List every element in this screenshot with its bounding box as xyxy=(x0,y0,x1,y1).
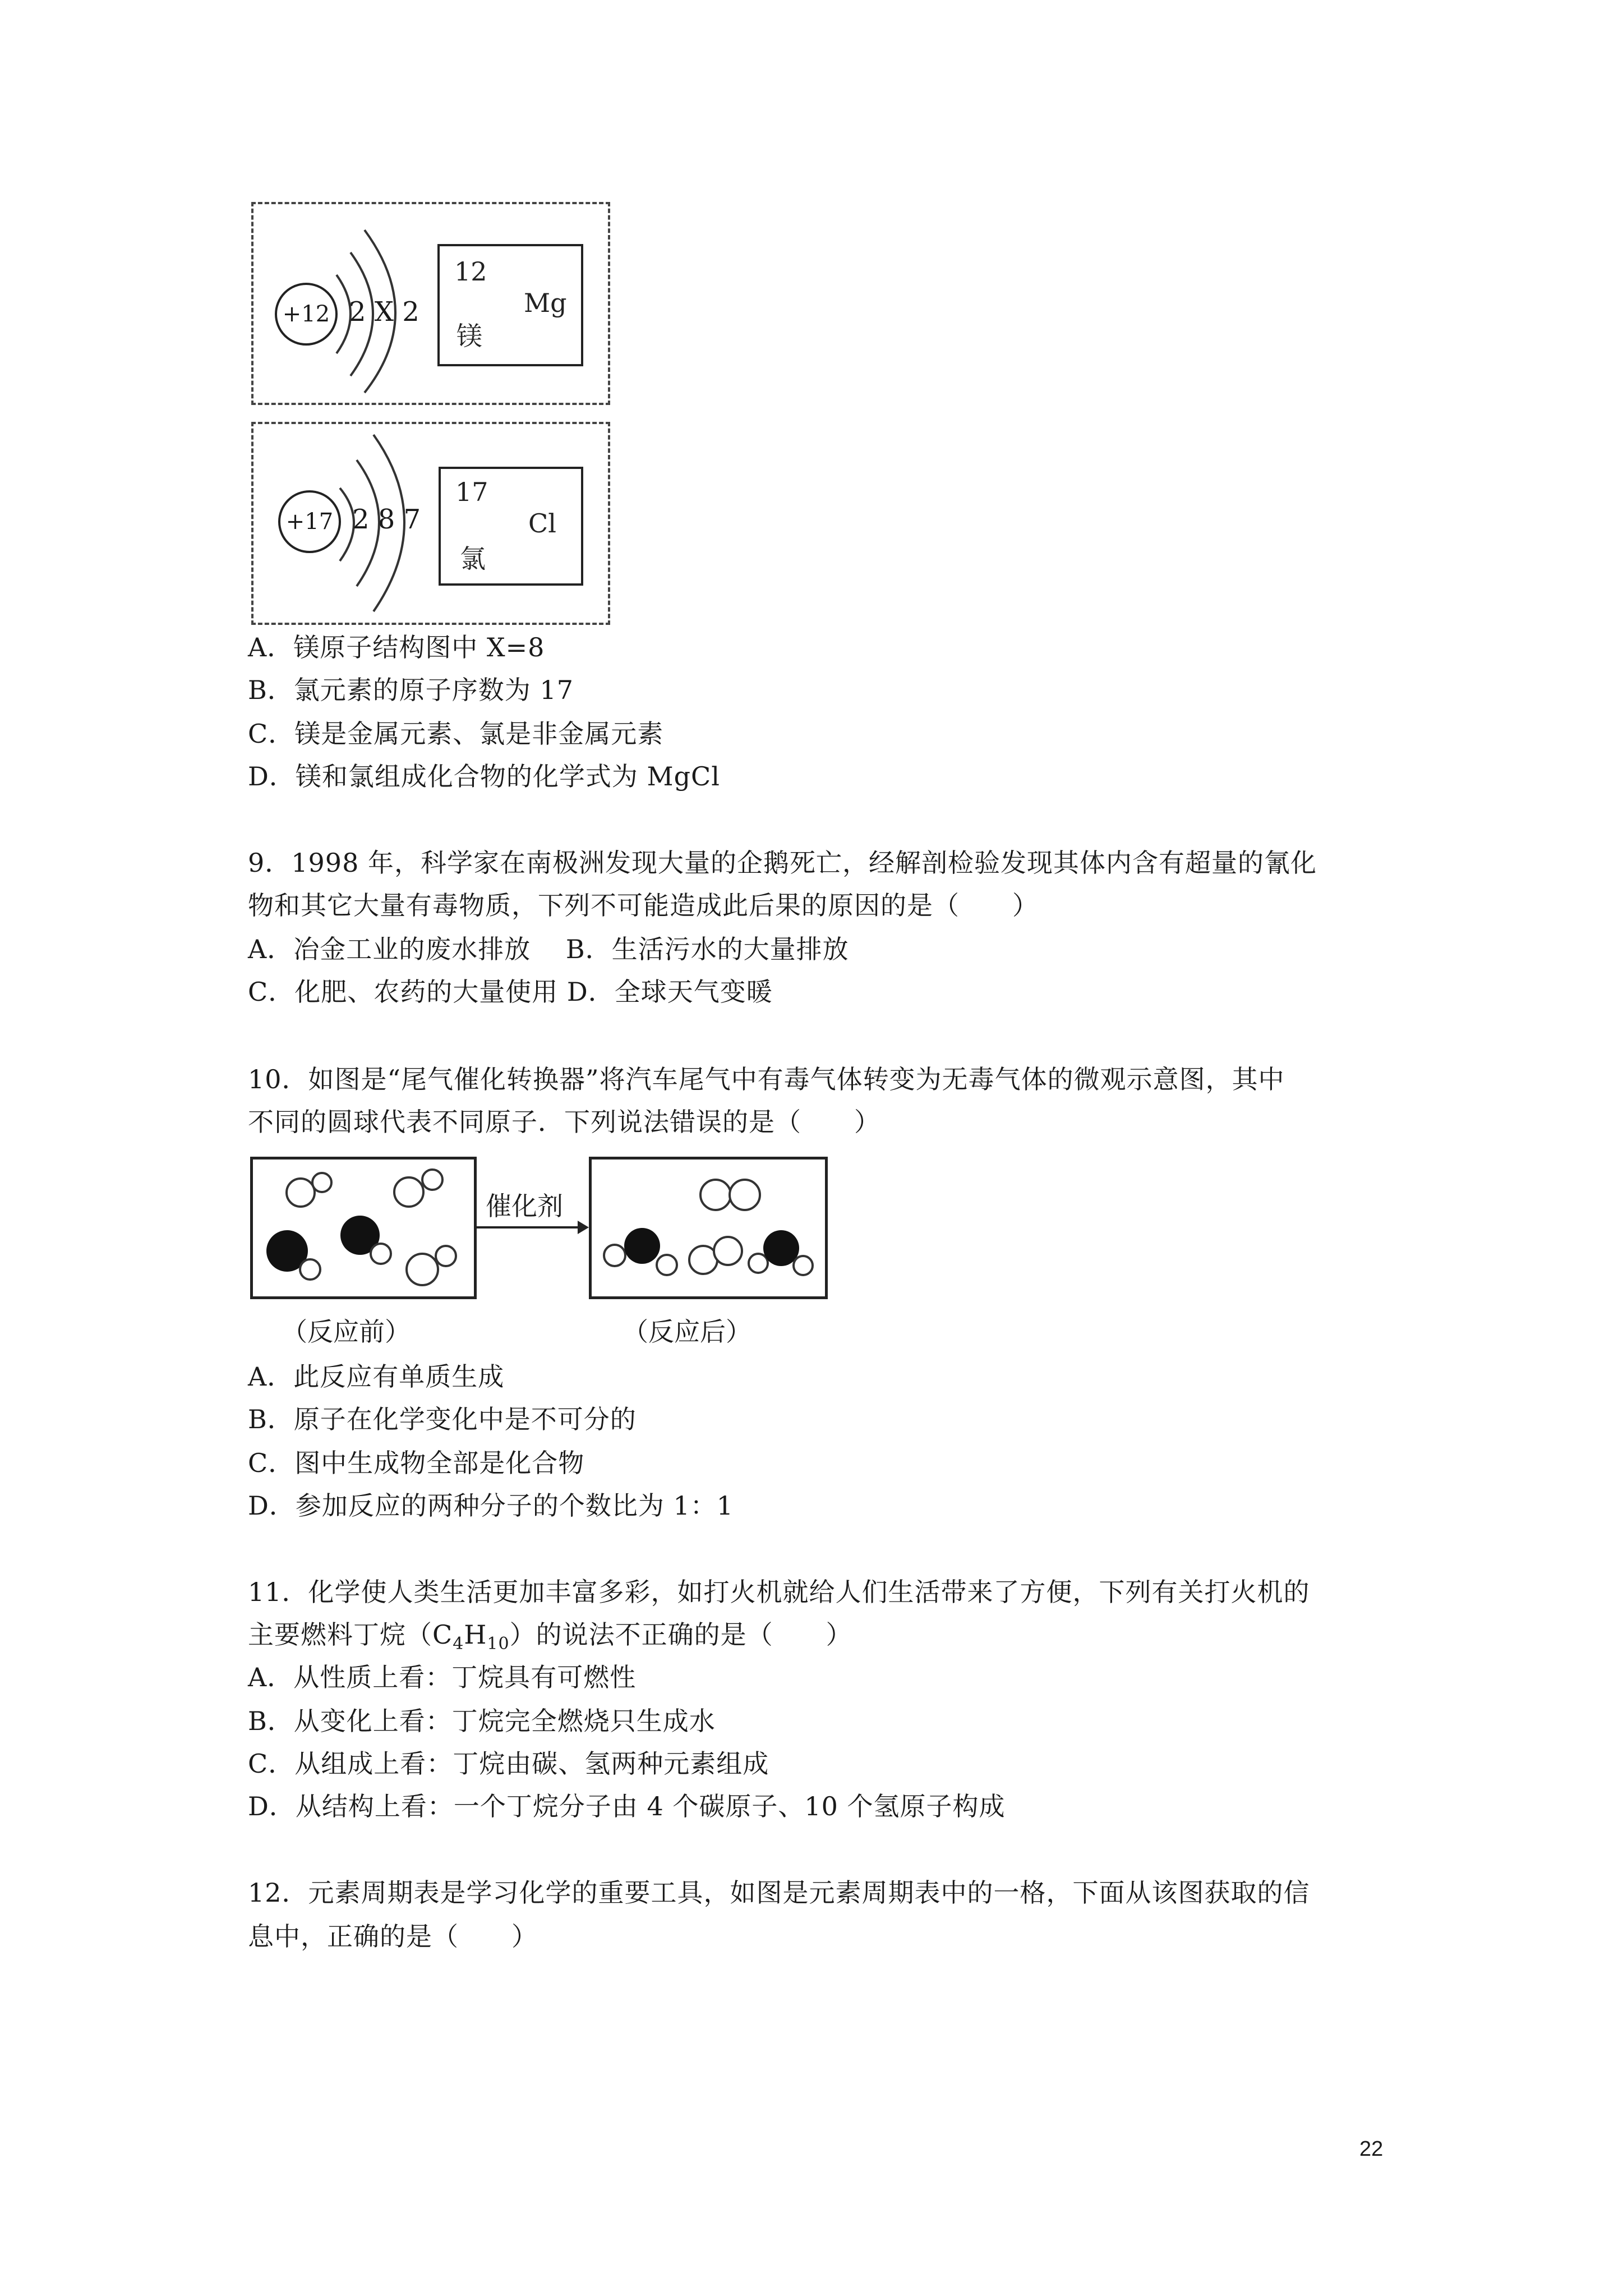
q11-stem-line2 xyxy=(248,1618,852,1661)
cl-nucleus: +17 xyxy=(278,490,341,553)
mg-shell-numbers: 2 X 2 xyxy=(349,296,419,328)
reaction-after-box xyxy=(589,1157,828,1299)
q9-options-line2: C．化肥、农药的大量使用 D．全球天气变暖 xyxy=(248,977,773,1007)
q9-stem-line1: 9．1998 年，科学家在南极洲发现大量的企鹅死亡，经解剖检验发现其体内含有超量的氰化 xyxy=(248,848,1317,878)
q11-option-c: C．从组成上看：丁烷由碳、氢两种元素组成 xyxy=(248,1749,769,1779)
q10-stem-line2: 不同的圆球代表不同原子．下列说法错误的是（ ） xyxy=(248,1107,880,1137)
before-label: （反应前） xyxy=(282,1317,411,1347)
q11-stem-line1: 11．化学使人类生活更加丰富多彩，如打火机就给人们生活带来了方便，下列有关打火机的 xyxy=(248,1577,1310,1607)
after-label: （反应后） xyxy=(623,1317,751,1347)
cl-atomic-number: 17 xyxy=(455,477,488,507)
mg-nucleus: +12 xyxy=(275,283,338,346)
q8-option-b: B．氯元素的原子序数为 17 xyxy=(248,675,574,705)
q10-option-a: A．此反应有单质生成 xyxy=(248,1361,505,1392)
q9-stem-line2: 物和其它大量有毒物质，下列不可能造成此后果的原因的是（ ） xyxy=(248,890,1039,921)
q11-stem-post: ）的说法不正确的是（ ） xyxy=(509,1619,852,1650)
catalyst-label: 催化剂 xyxy=(486,1191,563,1221)
reaction-arrow xyxy=(477,1216,589,1239)
q11-stem-pre: 主要燃料丁烷（C xyxy=(248,1619,453,1650)
white-atom xyxy=(311,1172,333,1193)
white-atom xyxy=(792,1255,814,1276)
q10-option-b: B．原子在化学变化中是不可分的 xyxy=(248,1404,637,1434)
q11-option-d: D．从结构上看：一个丁烷分子由 4 个碳原子、10 个氢原子构成 xyxy=(248,1791,1006,1821)
q12-stem-line2: 息中，正确的是（ ） xyxy=(248,1921,538,1952)
q8-option-d: D．镁和氯组成化合物的化学式为 MgCl xyxy=(248,761,720,792)
white-atom xyxy=(435,1245,457,1267)
q12-stem-line1: 12．元素周期表是学习化学的重要工具，如图是元素周期表中的一格，下面从该图获取的信 xyxy=(248,1878,1310,1908)
q10-stem-line1: 10．如图是“尾气催化转换器”将汽车尾气中有毒气体转变为无毒气体的微观示意图，其中 xyxy=(248,1064,1285,1094)
white-atom xyxy=(728,1179,761,1211)
white-atom xyxy=(421,1168,444,1191)
black-atom xyxy=(624,1228,660,1264)
white-atom xyxy=(603,1244,626,1267)
page-number: 22 xyxy=(1359,2137,1384,2161)
white-atom xyxy=(370,1243,392,1265)
white-atom xyxy=(713,1236,743,1266)
cl-name: 氯 xyxy=(460,544,486,574)
q11-option-b: B．从变化上看：丁烷完全燃烧只生成水 xyxy=(248,1706,716,1736)
cl-shell-numbers: 2 8 7 xyxy=(352,504,421,535)
reaction-before-box xyxy=(250,1157,477,1299)
q11-option-a: A．从性质上看：丁烷具有可燃性 xyxy=(248,1662,637,1692)
q8-option-a: A．镁原子结构图中 X=8 xyxy=(248,632,545,662)
white-atom xyxy=(656,1254,678,1276)
q10-option-c: C．图中生成物全部是化合物 xyxy=(248,1448,585,1478)
mg-symbol: Mg xyxy=(524,288,567,318)
cl-element-card xyxy=(439,467,583,586)
white-atom xyxy=(405,1253,439,1286)
white-atom xyxy=(299,1258,321,1281)
q10-option-d: D．参加反应的两种分子的个数比为 1：1 xyxy=(248,1490,734,1521)
q11-hydrogen: H xyxy=(464,1619,487,1650)
q9-options-line1: A．冶金工业的废水排放 B．生活污水的大量排放 xyxy=(248,934,849,964)
mg-name: 镁 xyxy=(457,321,482,351)
q11-sub-hydrogen: 10 xyxy=(487,1634,510,1654)
mg-element-card xyxy=(437,244,583,366)
white-atom xyxy=(393,1176,425,1208)
white-atom xyxy=(699,1179,732,1211)
q11-sub-carbon: 4 xyxy=(453,1634,464,1654)
q8-option-c: C．镁是金属元素、氯是非金属元素 xyxy=(248,719,664,749)
mg-atomic-number: 12 xyxy=(454,256,487,287)
cl-symbol: Cl xyxy=(528,508,556,539)
